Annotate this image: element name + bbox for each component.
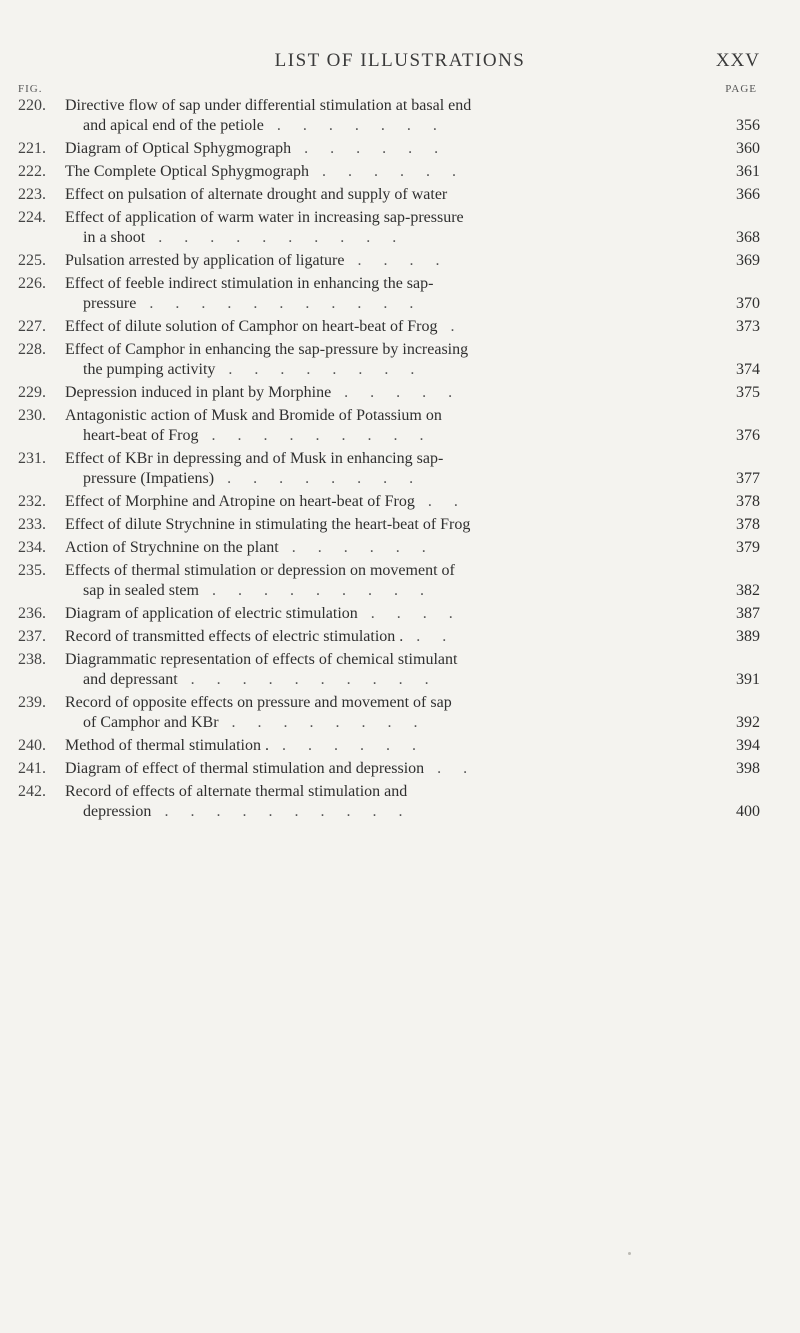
running-header	[0, 50, 800, 76]
dot-leader: . .	[403, 628, 456, 645]
list-item	[0, 492, 800, 512]
figure-number: 234.	[18, 539, 46, 556]
caption-line: of Camphor and KBr . . . . . . . .	[83, 714, 427, 731]
list-item	[0, 406, 800, 446]
caption-line: Effect on pulsation of alternate drought and supply of water	[65, 186, 448, 203]
figure-caption	[65, 139, 695, 159]
caption-line: Method of thermal stimulation . . . . . . .	[65, 737, 425, 754]
caption-line: Diagram of Optical Sphygmograph . . . . . .	[65, 140, 448, 157]
caption-line: Effects of thermal stimulation or depression on movement of	[65, 562, 455, 579]
caption-line: Pulsation arrested by application of ligature . . . .	[65, 252, 449, 269]
figure-number: 232.	[18, 493, 46, 510]
page-number: 394	[736, 737, 760, 754]
caption-line: Effect of KBr in depressing and of Musk in enhancing sap-	[65, 450, 444, 467]
caption-line: Action of Strychnine on the plant . . . . . .	[65, 539, 435, 556]
caption-line: Record of transmitted effects of electric stimulation . . .	[65, 628, 456, 645]
page-number: 382	[736, 582, 760, 599]
figure-caption	[65, 383, 695, 403]
list-item	[0, 208, 800, 248]
caption-line: Depression induced in plant by Morphine . . . . .	[65, 384, 462, 401]
figure-number: 228.	[18, 341, 46, 358]
dot-leader: . . . . . . . .	[215, 361, 424, 378]
list-item	[0, 650, 800, 690]
fig-column-label: FIG.	[18, 83, 43, 95]
page-number: 378	[736, 493, 760, 510]
caption-line: sap in sealed stem . . . . . . . . .	[83, 582, 433, 599]
figure-caption	[65, 538, 695, 558]
caption-line: and depressant . . . . . . . . . .	[83, 671, 438, 688]
caption-line: Record of opposite effects on pressure and movement of sap	[65, 694, 452, 711]
page-number: 387	[736, 605, 760, 622]
caption-line: in a shoot . . . . . . . . . .	[83, 229, 406, 246]
dot-leader: . .	[414, 493, 467, 510]
figure-number: 236.	[18, 605, 46, 622]
dot-leader: . . . .	[344, 252, 449, 269]
figure-number: 225.	[18, 252, 46, 269]
caption-line: Effect of dilute Strychnine in stimulating the heart-beat of Frog	[65, 516, 471, 533]
page-number: 369	[736, 252, 760, 269]
caption-line: Effect of application of warm water in increasing sap-pressure	[65, 209, 464, 226]
dot-leader: . . . . . . . . .	[198, 582, 433, 599]
caption-line: The Complete Optical Sphygmograph . . . . . .	[65, 163, 465, 180]
page-number: 389	[736, 628, 760, 645]
list-item	[0, 782, 800, 822]
dot-leader: . . . . . . . . . .	[177, 671, 438, 688]
caption-line: Effect of dilute solution of Camphor on heart-beat of Frog .	[65, 318, 464, 335]
list-item	[0, 759, 800, 779]
caption-line: Diagram of application of electric stimulation . . . .	[65, 605, 462, 622]
figure-number: 237.	[18, 628, 46, 645]
dot-leader: . . . . . . . . .	[198, 427, 433, 444]
figure-number: 231.	[18, 450, 46, 467]
caption-line: Diagrammatic representation of effects of chemical stimulant	[65, 651, 458, 668]
figure-caption	[65, 782, 695, 822]
caption-line: pressure (Impatiens) . . . . . . . .	[83, 470, 423, 487]
header-page-number: XXV	[715, 50, 760, 71]
figure-number: 223.	[18, 186, 46, 203]
figure-caption	[65, 162, 695, 182]
list-item	[0, 515, 800, 535]
caption-line: Antagonistic action of Musk and Bromide of Potassium on	[65, 407, 442, 424]
page-number: 378	[736, 516, 760, 533]
dot-leader: . . . . . .	[268, 737, 425, 754]
figure-caption	[65, 96, 695, 136]
page-column-label: PAGE	[725, 83, 757, 95]
caption-line: Effect of Camphor in enhancing the sap-pressure by increasing	[65, 341, 469, 358]
page-number: 370	[736, 295, 760, 312]
column-labels	[0, 83, 800, 97]
figure-number: 240.	[18, 737, 46, 754]
list-item	[0, 317, 800, 337]
figure-caption	[65, 604, 695, 624]
caption-line: the pumping activity . . . . . . . .	[83, 361, 424, 378]
list-item	[0, 449, 800, 489]
page-number: 398	[736, 760, 760, 777]
page-number: 366	[736, 186, 760, 203]
figure-caption	[65, 274, 695, 314]
figure-caption	[65, 406, 695, 446]
list-item	[0, 251, 800, 271]
caption-line: Effect of feeble indirect stimulation in enhancing the sap-	[65, 275, 434, 292]
dot-leader: . . . . . . . . . . .	[136, 295, 423, 312]
dot-leader: . . . . . .	[278, 539, 435, 556]
caption-line: and apical end of the petiole . . . . . . .	[83, 117, 446, 134]
list-item	[0, 561, 800, 601]
dot-leader: . . . . .	[331, 384, 462, 401]
list-item	[0, 185, 800, 205]
dot-leader: . . . .	[357, 605, 462, 622]
figure-caption	[65, 627, 695, 647]
page-number: 375	[736, 384, 760, 401]
figure-number: 241.	[18, 760, 46, 777]
dot-leader: . . . . . . . . . .	[151, 803, 412, 820]
figure-number: 220.	[18, 97, 46, 114]
page-number: 392	[736, 714, 760, 731]
list-item	[0, 162, 800, 182]
figure-caption	[65, 759, 695, 779]
page-number: 368	[736, 229, 760, 246]
figure-number: 239.	[18, 694, 46, 711]
figure-number: 229.	[18, 384, 46, 401]
figure-caption	[65, 317, 695, 337]
figure-caption	[65, 650, 695, 690]
caption-line: Record of effects of alternate thermal stimulation and	[65, 783, 408, 800]
figure-caption	[65, 561, 695, 601]
dot-leader: . . . . . .	[291, 140, 448, 157]
list-item	[0, 538, 800, 558]
figure-caption	[65, 185, 695, 205]
list-item	[0, 604, 800, 624]
figure-number: 233.	[18, 516, 46, 533]
list-item	[0, 736, 800, 756]
list-item	[0, 627, 800, 647]
page-number: 377	[736, 470, 760, 487]
list-item	[0, 340, 800, 380]
page-number: 373	[736, 318, 760, 335]
figure-number: 230.	[18, 407, 46, 424]
caption-line: Directive flow of sap under differential stimulation at basal end	[65, 97, 472, 114]
page-number: 361	[736, 163, 760, 180]
header-title: LIST OF ILLUSTRATIONS	[274, 50, 526, 71]
list-item	[0, 139, 800, 159]
figure-number: 238.	[18, 651, 46, 668]
caption-line: heart-beat of Frog . . . . . . . . .	[83, 427, 433, 444]
dot-leader: .	[437, 318, 464, 335]
figure-caption	[65, 736, 695, 756]
figure-caption	[65, 515, 695, 535]
figure-number: 224.	[18, 209, 46, 226]
figure-caption	[65, 449, 695, 489]
illustration-list	[0, 96, 800, 825]
page-number: 374	[736, 361, 760, 378]
dot-leader: . .	[424, 760, 477, 777]
dot-leader: . . . . . .	[308, 163, 465, 180]
dot-leader: . . . . . . . . . .	[145, 229, 406, 246]
page-number: 379	[736, 539, 760, 556]
list-item	[0, 383, 800, 403]
dot-leader: . . . . . . . .	[218, 714, 427, 731]
page-number: 360	[736, 140, 760, 157]
caption-line: Effect of Morphine and Atropine on heart-beat of Frog . .	[65, 493, 467, 510]
dot-leader: . . . . . . . .	[214, 470, 423, 487]
paper-speck	[628, 1252, 631, 1255]
list-item	[0, 96, 800, 136]
dot-leader: . . . . . . .	[263, 117, 446, 134]
list-item	[0, 274, 800, 314]
figure-number: 235.	[18, 562, 46, 579]
figure-number: 242.	[18, 783, 46, 800]
figure-caption	[65, 251, 695, 271]
figure-number: 226.	[18, 275, 46, 292]
page-number: 400	[736, 803, 760, 820]
figure-caption	[65, 340, 695, 380]
page-number: 356	[736, 117, 760, 134]
caption-line: Diagram of effect of thermal stimulation and depression . .	[65, 760, 477, 777]
caption-line: pressure . . . . . . . . . . .	[83, 295, 423, 312]
page-number: 391	[736, 671, 760, 688]
figure-number: 222.	[18, 163, 46, 180]
list-item	[0, 693, 800, 733]
figure-caption	[65, 208, 695, 248]
figure-caption	[65, 492, 695, 512]
page-number: 376	[736, 427, 760, 444]
caption-line: depression . . . . . . . . . .	[83, 803, 412, 820]
figure-caption	[65, 693, 695, 733]
figure-number: 221.	[18, 140, 46, 157]
figure-number: 227.	[18, 318, 46, 335]
